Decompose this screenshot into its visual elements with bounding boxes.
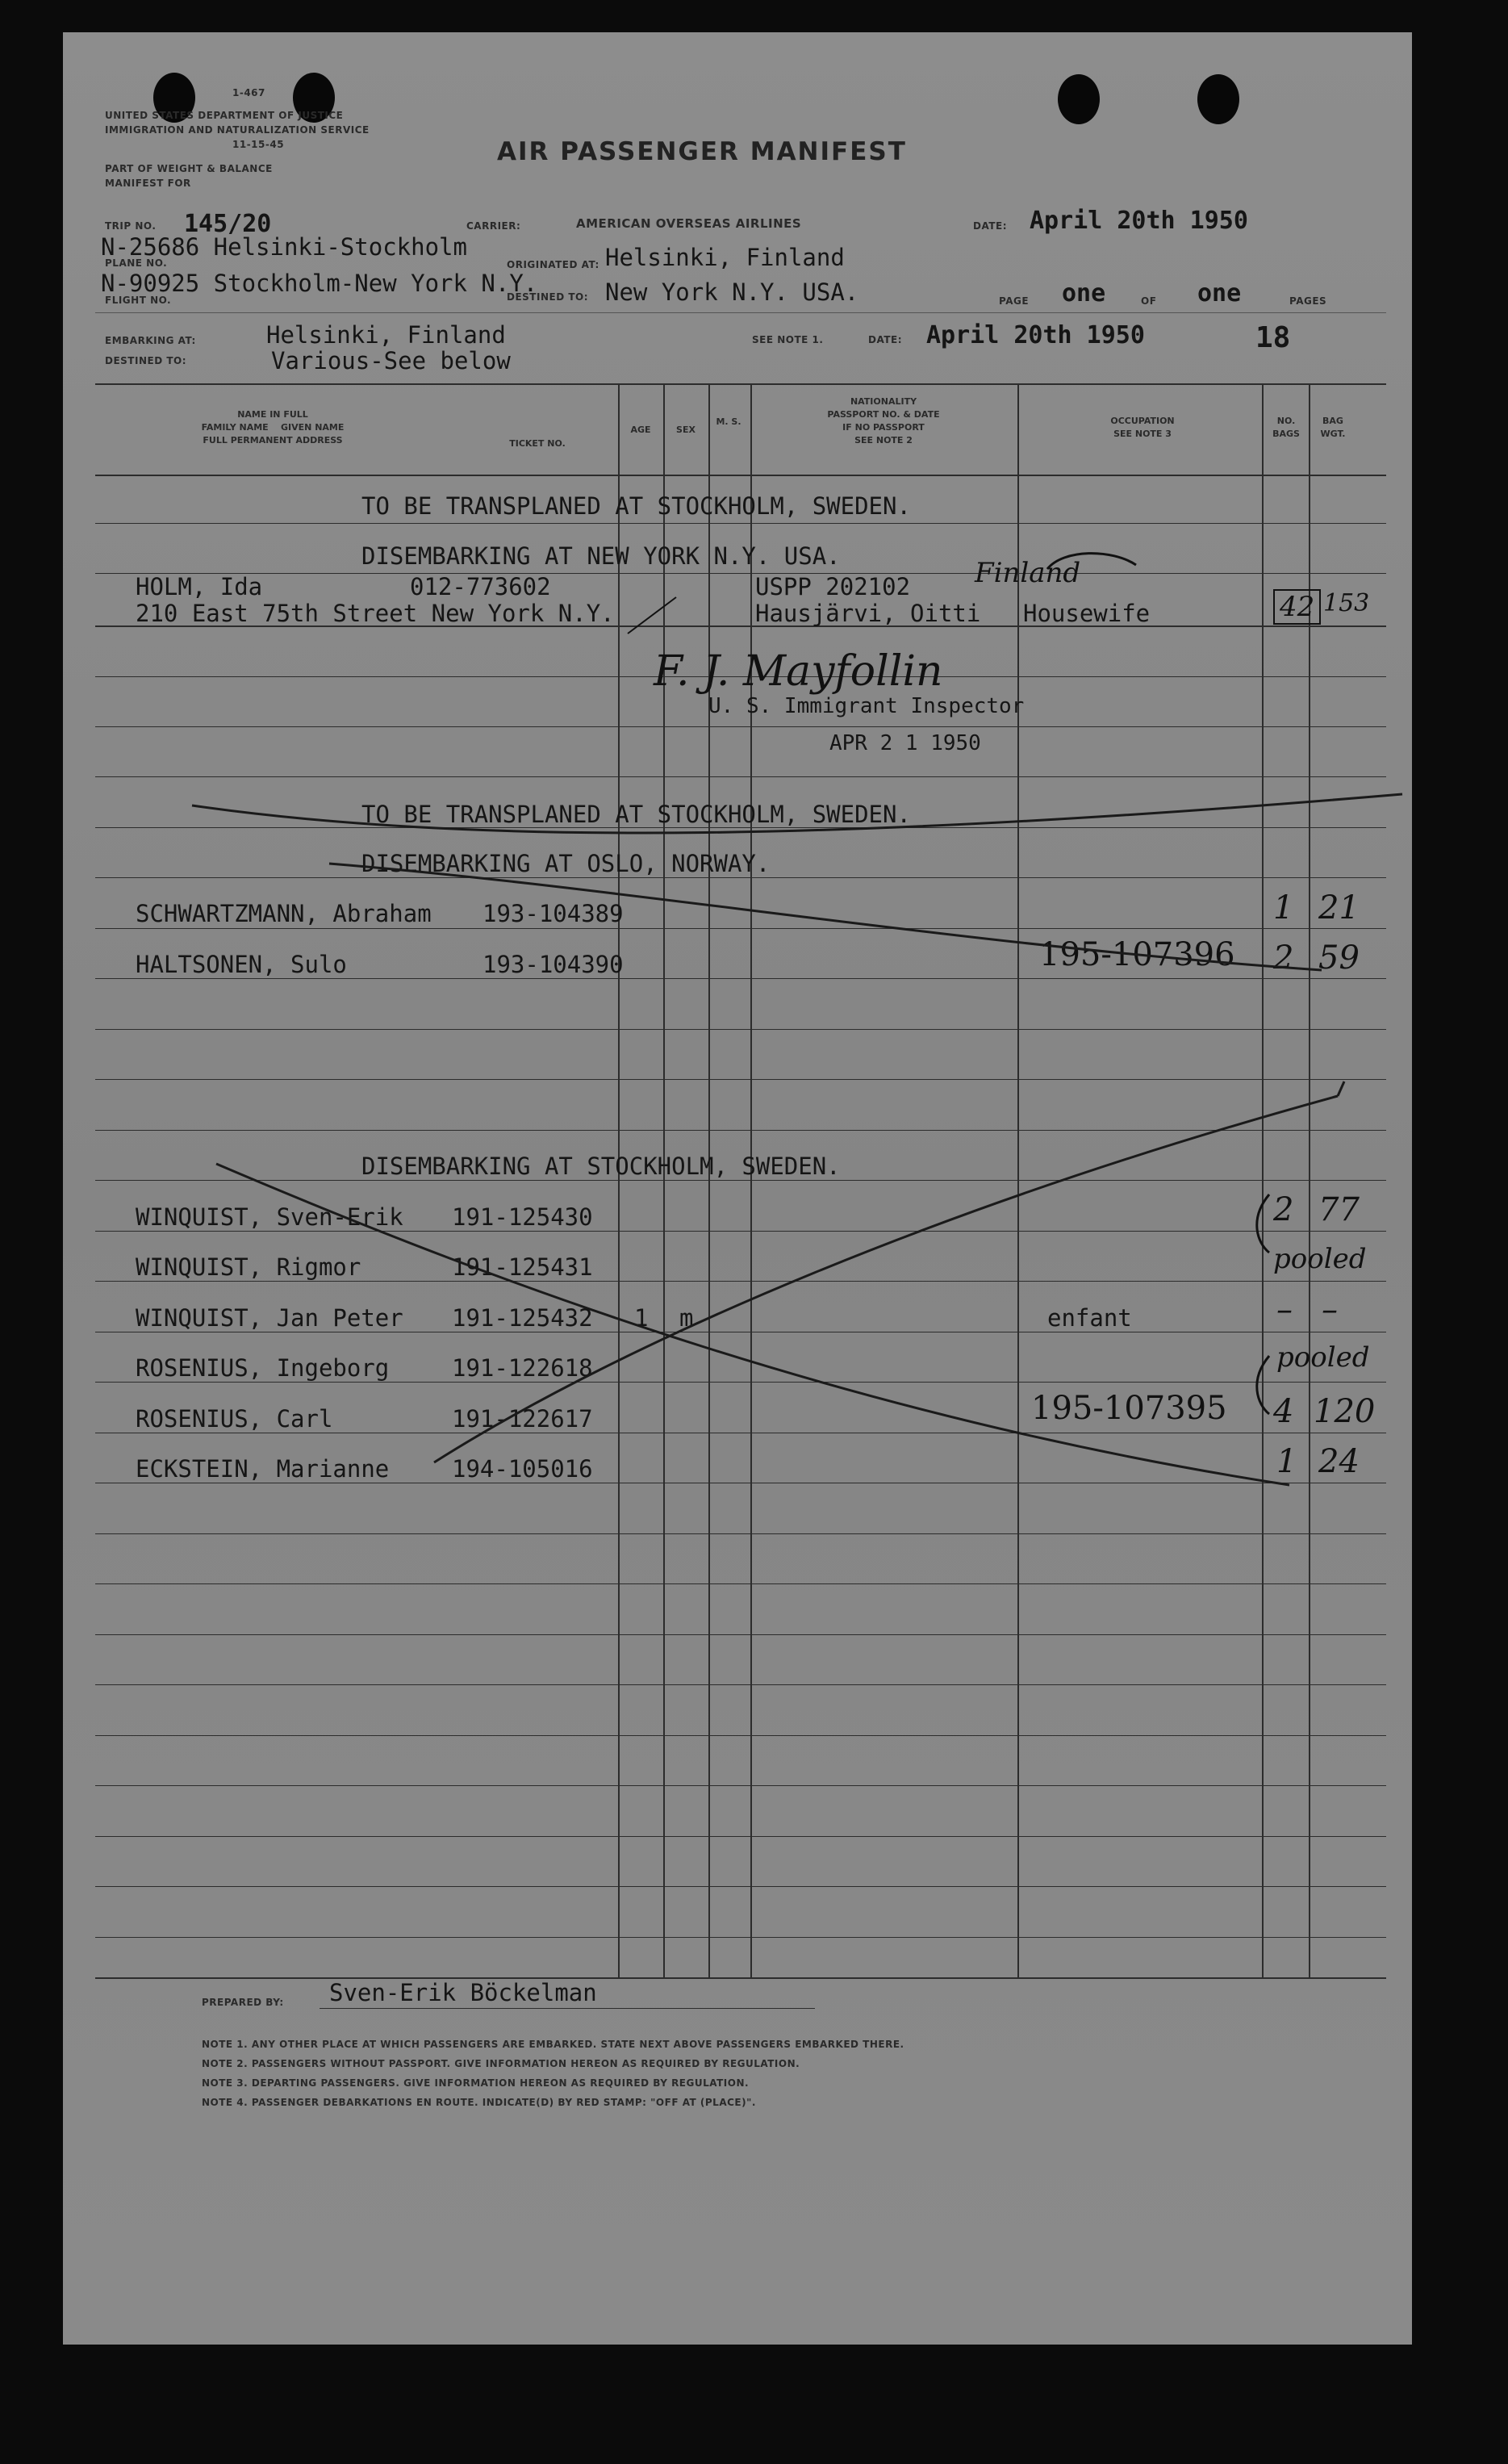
stockholm-passenger-name: WINQUIST, Jan Peter [136, 1304, 403, 1332]
pooled-note: pooled [1276, 1341, 1370, 1374]
stockholm-weight: 120 [1314, 1393, 1376, 1430]
service-name: IMMIGRATION AND NATURALIZATION SERVICE [105, 124, 370, 136]
stockholm-weight: 77 [1318, 1191, 1360, 1228]
footnote-2: NOTE 2. PASSENGERS WITHOUT PASSPORT. GIVE INFORMATION HEREON AS REQUIRED BY REGULATION. [202, 2058, 800, 2069]
passenger-name: HOLM, Ida [136, 573, 263, 600]
footnote-3: NOTE 3. DEPARTING PASSENGERS. GIVE INFORMATION HEREON AS REQUIRED BY REGULATION. [202, 2077, 750, 2089]
destined-value: New York N.Y. USA. [605, 278, 859, 306]
prepared-label: PREPARED BY: [202, 1997, 284, 2008]
stockholm-weight: – [1322, 1291, 1338, 1328]
weight-balance-note: PART OF WEIGHT & BALANCE [105, 163, 273, 174]
date-value: April 20th 1950 [1030, 207, 1248, 235]
department-name: UNITED STATES DEPARTMENT OF JUSTICE [105, 110, 344, 121]
col-age: AGE [630, 425, 651, 435]
disembark-stockholm: DISEMBARKING AT STOCKHOLM, SWEDEN. [361, 1153, 841, 1180]
trip-no: 145/20 [184, 210, 272, 238]
stockholm-ticket: 194-105016 [452, 1455, 593, 1483]
manifest-for-note: MANIFEST FOR [105, 178, 191, 189]
col-nationality: NATIONALITY [850, 396, 917, 407]
col-ms: M. S. [716, 416, 741, 427]
col-family: FAMILY NAME [201, 422, 269, 433]
see-note-1: SEE NOTE 1. [752, 334, 824, 345]
col-note2: SEE NOTE 2 [854, 435, 913, 446]
footnote-1: NOTE 1. ANY OTHER PLACE AT WHICH PASSENGERS ARE EMBARKED. STATE NEXT ABOVE PASSENGERS EMBARKED THERE. [202, 2039, 904, 2050]
stockholm-passenger-name: ROSENIUS, Carl [136, 1405, 333, 1433]
disembark-oslo: DISEMBARKING AT OSLO, NORWAY. [361, 850, 771, 877]
originated-value: Helsinki, Finland [605, 244, 845, 271]
handwritten-country: Finland [975, 557, 1081, 589]
col-bag-label: BAG [1322, 416, 1343, 426]
stockholm-ticket: 191-125432 [452, 1304, 593, 1332]
col-given: GIVEN NAME [281, 422, 345, 433]
destined2-label: DESTINED TO: [105, 355, 187, 366]
of-label: OF [1141, 295, 1157, 307]
transplane-note-1: TO BE TRANSPLANED AT STOCKHOLM, SWEDEN. [361, 492, 911, 520]
col-bags-no: NO. [1276, 416, 1296, 426]
oslo-reference: 195-107396 [1039, 936, 1235, 973]
col-ticket: TICKET NO. [509, 438, 566, 449]
oslo-weight: 21 [1318, 889, 1360, 927]
passenger-count: 18 [1255, 321, 1291, 354]
originated-label: ORIGINATED AT: [507, 259, 599, 270]
flight-no-label: FLIGHT NO. [105, 295, 172, 306]
stockholm-weight: 24 [1318, 1443, 1360, 1480]
stockholm-ticket: 191-125431 [452, 1253, 593, 1281]
stockholm-reference: 195-107395 [1031, 1390, 1227, 1427]
carrier-label: CARRIER: [466, 220, 521, 232]
stockholm-occupation: enfant [1047, 1304, 1132, 1332]
trip-no-label: TRIP NO. [105, 220, 157, 232]
plane-route-1: N-25686 Helsinki-Stockholm [101, 233, 467, 261]
plane-no-label: PLANE NO. [105, 257, 168, 269]
form-date: 11-15-45 [232, 139, 285, 150]
manifest-sheet [63, 32, 1412, 2345]
date-label: DATE: [973, 220, 1007, 232]
oslo-ticket: 193-104390 [482, 951, 624, 978]
pages-label: PAGES [1289, 295, 1327, 307]
stockholm-passenger-name: ROSENIUS, Ingeborg [136, 1354, 390, 1382]
col-occupation: OCCUPATION [1110, 416, 1175, 426]
stockholm-passenger-name: WINQUIST, Rigmor [136, 1253, 361, 1281]
inspector-title: U. S. Immigrant Inspector [708, 694, 1025, 718]
inspector-signature: F. J. Mayfollin [654, 647, 943, 696]
prepared-by: Sven-Erik Böckelman [329, 1979, 597, 2006]
handwritten-weight: 153 [1323, 589, 1370, 617]
ticket-number: 012-773602 [410, 573, 551, 600]
stockholm-ticket: 191-122617 [452, 1405, 593, 1433]
pages-value: one [1197, 279, 1242, 307]
oslo-bags: 1 [1273, 889, 1294, 927]
col-address: FULL PERMANENT ADDRESS [203, 435, 343, 446]
embarking-label: EMBARKING AT: [105, 335, 196, 346]
pooled-note: pooled [1273, 1243, 1367, 1275]
oslo-weight: 59 [1318, 939, 1360, 977]
page-label: PAGE [999, 295, 1030, 307]
passenger-age: 1 [634, 1304, 649, 1332]
carrier-value: AMERICAN OVERSEAS AIRLINES [576, 216, 802, 231]
stockholm-passenger-name: WINQUIST, Sven-Erik [136, 1203, 403, 1231]
passport-number: USPP 202102 [755, 573, 911, 600]
oslo-passenger-name: HALTSONEN, Sulo [136, 951, 347, 978]
stockholm-ticket: 191-122618 [452, 1354, 593, 1382]
col-sex: SEX [676, 425, 696, 435]
col-name: NAME IN FULL [237, 409, 308, 420]
embarking-value: Helsinki, Finland [266, 321, 506, 349]
form-number: 1-467 [232, 87, 265, 98]
col-bags: BAGS [1272, 429, 1300, 439]
page-title: AIR PASSENGER MANIFEST [497, 137, 907, 166]
stockholm-bags: – [1276, 1291, 1293, 1328]
destined-label: DESTINED TO: [507, 291, 589, 303]
oslo-bags: 2 [1273, 939, 1294, 977]
stockholm-bags: 2 [1273, 1191, 1294, 1228]
date2-value: April 20th 1950 [926, 321, 1145, 349]
stockholm-passenger-name: ECKSTEIN, Marianne [136, 1455, 390, 1483]
col-passport: PASSPORT NO. & DATE [827, 409, 940, 420]
oslo-passenger-name: SCHWARTZMANN, Abraham [136, 900, 432, 927]
footnote-4: NOTE 4. PASSENGER DEBARKATIONS EN ROUTE. INDICATE(D) BY RED STAMP: "OFF AT (PLACE)". [202, 2097, 756, 2108]
col-note3: SEE NOTE 3 [1113, 429, 1172, 439]
disembark-new-york: DISEMBARKING AT NEW YORK N.Y. USA. [361, 542, 841, 570]
transplane-note-2: TO BE TRANSPLANED AT STOCKHOLM, SWEDEN. [361, 801, 911, 828]
birthplace: Hausjärvi, Oitti [755, 600, 981, 627]
stockholm-ticket: 191-125430 [452, 1203, 593, 1231]
oslo-ticket: 193-104389 [482, 900, 624, 927]
plane-route-2: N-90925 Stockholm-New York N.Y. [101, 270, 538, 297]
passenger-address: 210 East 75th Street New York N.Y. [136, 600, 615, 627]
handwritten-bags: 42 [1273, 589, 1321, 625]
occupation: Housewife [1023, 600, 1151, 627]
col-bag-weight: WGT. [1320, 429, 1346, 439]
page-value: one [1062, 279, 1106, 307]
inspection-stamp-date: APR 2 1 1950 [829, 731, 981, 755]
date2-label: DATE: [868, 334, 902, 345]
destined2-value: Various-See below [271, 347, 511, 374]
stockholm-bags: 4 [1273, 1393, 1294, 1430]
passenger-sex: m [679, 1304, 694, 1332]
stockholm-bags: 1 [1276, 1443, 1297, 1480]
col-no-passport: IF NO PASSPORT [842, 422, 925, 433]
